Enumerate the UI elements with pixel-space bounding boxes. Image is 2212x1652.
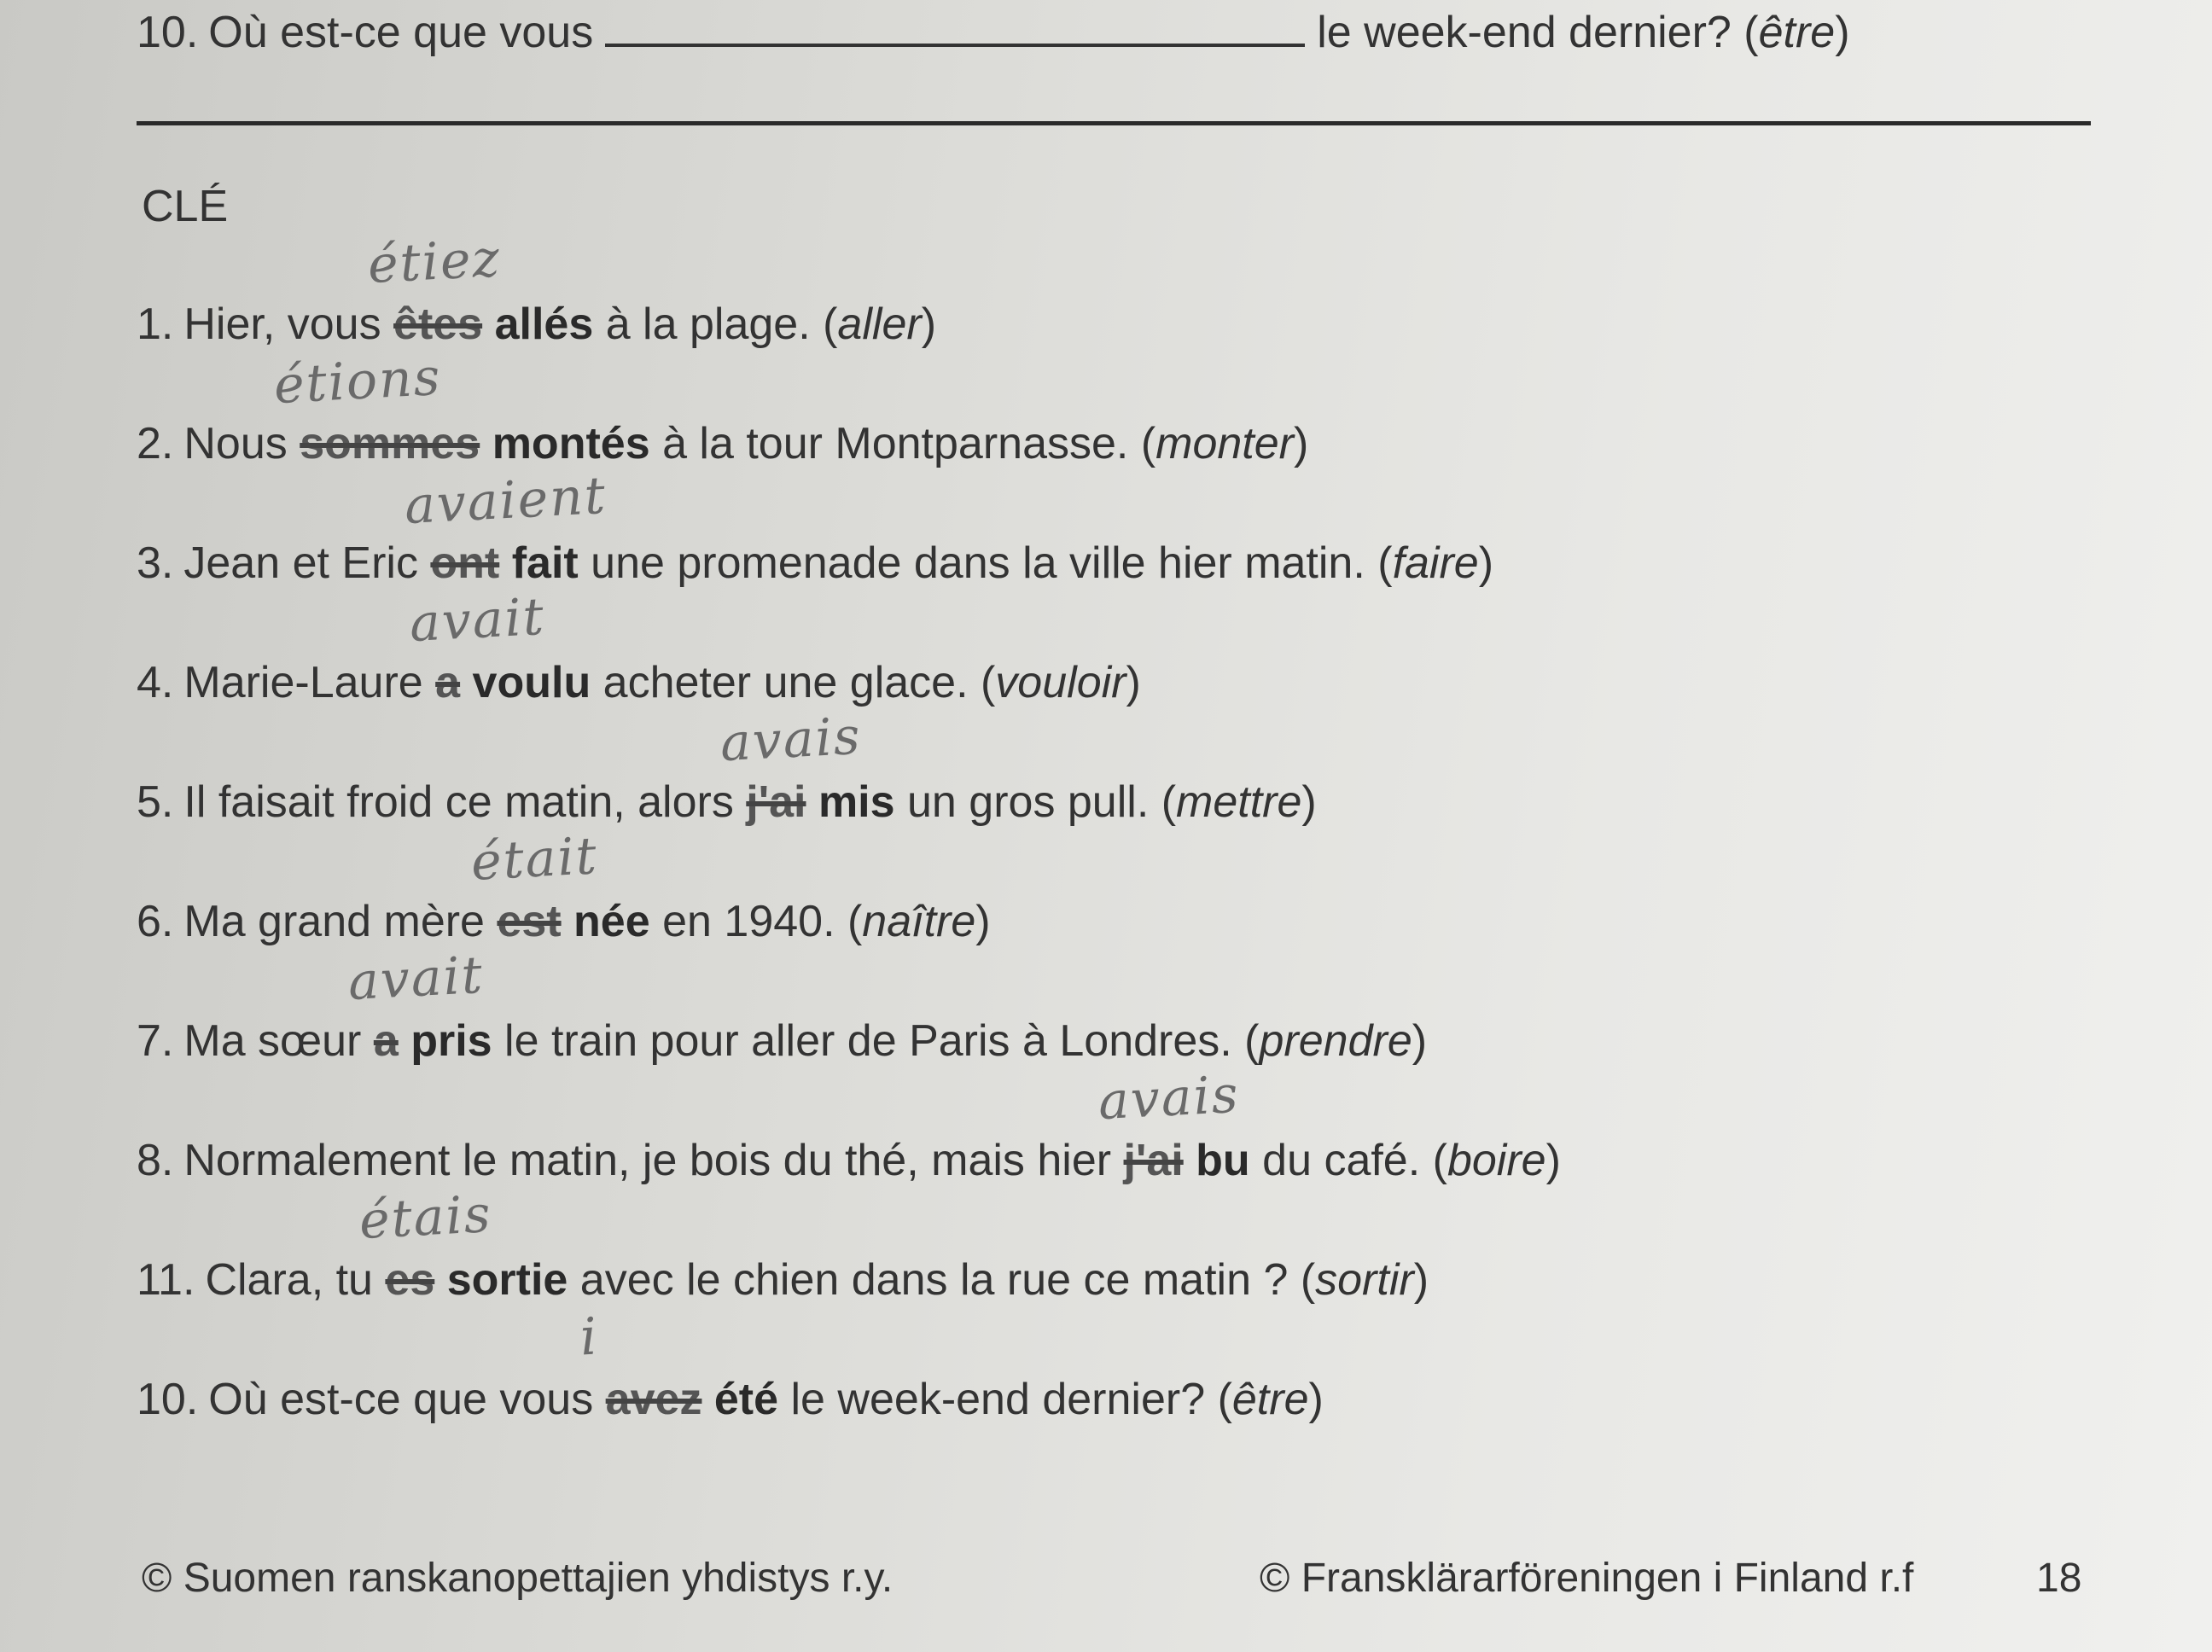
item-text-after: un gros pull. ( [907,777,1177,827]
answer-verb-phrase [469,826,650,947]
past-participle: bu [1196,1136,1250,1185]
question-text-after: le week-end dernier? ( [1317,8,1759,57]
auxiliary-verb: j'ai [1123,1136,1184,1185]
answer-verb-phrase [719,706,895,828]
answer-item: 10. Où est-ce que vous i avez été le week-end dernier? (être) [137,1306,1324,1424]
item-number: 5. [137,777,174,827]
infinitive-verb: être [1231,1375,1309,1424]
past-participle: mis [818,777,895,827]
answer-item: 2. Nous étions sommes montés à la tour Montparnasse. (monter) [137,346,1309,468]
infinitive-verb: prendre [1259,1016,1412,1066]
auxiliary-verb: avez [605,1375,702,1424]
handwritten-correction: avaient [403,465,608,537]
divider-line [137,121,2091,125]
answer-blank[interactable] [605,9,1305,47]
auxiliary-verb: ont [430,538,500,588]
past-participle: née [573,897,650,946]
item-text-after: une promenade dans la ville hier matin. ( [591,538,1393,588]
page-number: 18 [2036,1556,2082,1601]
item-number: 11. [137,1255,195,1305]
past-participle: allés [494,300,594,349]
past-participle: pris [410,1016,492,1066]
item-number: 1. [137,300,174,349]
item-text-before: Nous [183,419,288,468]
item-text-after: avec le chien dans la rue ce matin ? ( [579,1255,1316,1305]
infinitive-verb: faire [1392,538,1479,588]
item-number: 2. [137,419,174,468]
item-text-before: Ma grand mère [183,897,485,946]
answer-verb-phrase [346,945,492,1067]
footer-copyright-finnish: © Suomen ranskanopettajien yhdistys r.y. [142,1556,894,1601]
answer-verb-phrase [1096,1064,1250,1186]
answer-item: 6. Ma grand mère était est née en 1940. (naître) [137,826,991,946]
item-text-after: à la tour Montparnasse. ( [662,419,1156,468]
answer-verb-phrase [366,228,594,350]
item-text-before: Où est-ce que vous [208,1375,594,1424]
item-number: 6. [137,897,174,946]
handwritten-correction: étiez [366,228,503,296]
past-participle: montés [492,419,650,468]
infinitive-verb: sortir [1315,1255,1414,1305]
handwritten-correction: avais [1096,1064,1241,1132]
handwritten-correction: avais [719,706,864,774]
answer-key-title: CLÉ [142,182,229,231]
auxiliary-verb: j'ai [746,777,806,827]
past-participle: fait [511,538,579,588]
handwritten-correction: étais [358,1184,494,1252]
past-participle: voulu [472,658,591,707]
top-question: 10. Où est-ce que vous le week-end dernier? (être) [137,8,1850,57]
item-text-before: Jean et Eric [183,538,418,588]
infinitive-verb: mettre [1176,777,1302,827]
auxiliary-verb: a [435,658,461,707]
item-text-after: le week-end dernier? ( [790,1375,1232,1424]
item-text-after: le train pour aller de Paris à Londres. ( [504,1016,1260,1066]
answer-item: 11. Clara, tu étais es sortie avec le chien dans la rue ce matin ? (sortir) [137,1184,1429,1305]
handwritten-correction: i [578,1306,600,1368]
handwritten-correction: était [469,826,600,893]
answer-item: 8. Normalement le matin, je bois du thé, mais hier avais j'ai bu du café. (boire) [137,1064,1561,1185]
infinitive-verb: être [1758,8,1836,57]
item-number: 10. [137,1375,199,1424]
item-number: 8. [137,1136,174,1185]
answer-verb-phrase [403,465,608,589]
auxiliary-verb: est [497,897,562,946]
item-text-before: Normalement le matin, je bois du thé, mais hier [183,1136,1112,1185]
infinitive-verb: boire [1447,1136,1546,1185]
auxiliary-verb: sommes [300,419,480,468]
infinitive-verb: naître [862,897,976,946]
infinitive-verb: monter [1155,419,1294,468]
item-text-before: Hier, vous [183,300,381,349]
answer-item: 3. Jean et Eric avaient ont fait une promenade dans la ville hier matin. (faire) [137,465,1494,588]
answer-verb-phrase [272,346,650,469]
item-text-after: à la plage. ( [605,300,838,349]
infinitive-verb: vouloir [995,658,1126,707]
item-text-before: Marie-Laure [183,658,423,707]
handwritten-correction: étions [272,346,444,416]
answer-verb-phrase [578,1306,779,1425]
handwritten-correction: avait [408,586,547,654]
auxiliary-verb: a [373,1016,399,1066]
past-participle: été [713,1375,779,1424]
answer-verb-phrase [408,586,591,708]
item-text-after: en 1940. ( [662,897,863,946]
question-number: 10. [137,8,199,57]
item-number: 4. [137,658,174,707]
question-text-before: Où est-ce que vous [208,8,594,57]
infinitive-verb: aller [837,300,922,349]
answer-item: 1. Hier, vous étiez êtes allés à la plage. (aller) [137,228,937,349]
auxiliary-verb: êtes [393,300,483,349]
item-text-before: Ma sœur [183,1016,362,1066]
item-number: 3. [137,538,174,588]
answer-item: 5. Il faisait froid ce matin, alors avais j'ai mis un gros pull. (mettre) [137,706,1317,827]
handwritten-correction: avait [346,945,486,1013]
item-number: 7. [137,1016,174,1066]
footer-copyright-swedish: © Fransklärarföreningen i Finland r.f [1260,1556,1914,1601]
item-text-before: Clara, tu [205,1255,373,1305]
item-text-after: du café. ( [1262,1136,1447,1185]
auxiliary-verb: es [385,1255,435,1305]
answer-verb-phrase [358,1184,568,1306]
past-participle: sortie [446,1255,568,1305]
answer-item: 7. Ma sœur avait a pris le train pour aller de Paris à Londres. (prendre) [137,945,1428,1066]
item-text-after: acheter une glace. ( [602,658,996,707]
answer-item: 4. Marie-Laure avait a voulu acheter une glace. (vouloir) [137,586,1141,707]
item-text-before: Il faisait froid ce matin, alors [183,777,734,827]
